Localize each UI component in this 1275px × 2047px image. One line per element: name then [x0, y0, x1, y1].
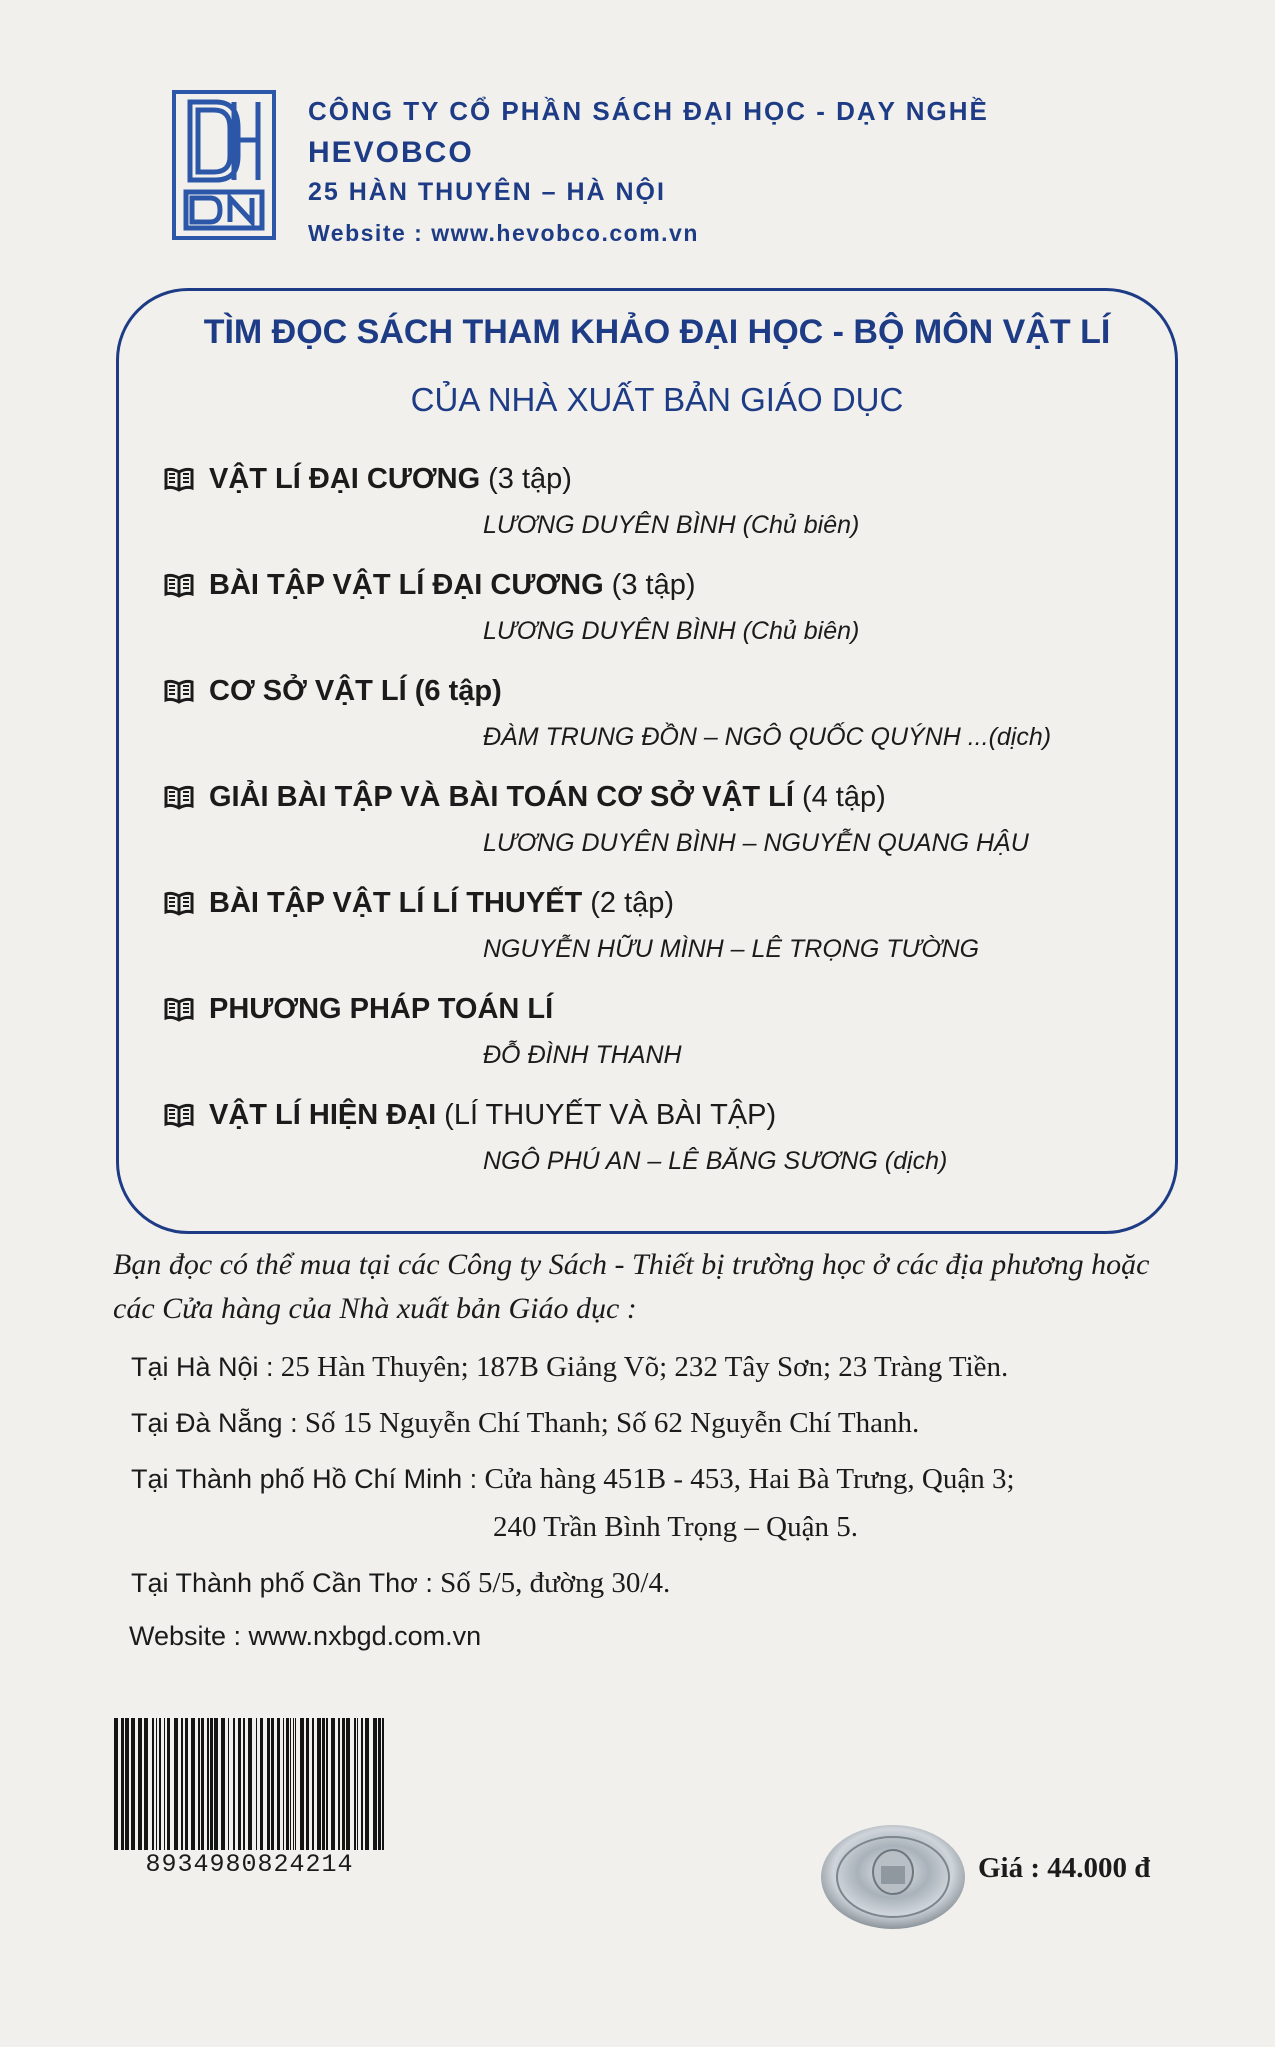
publisher-address: 25 HÀN THUYÊN – HÀ NỘI — [308, 178, 666, 206]
barcode-bar — [338, 1718, 340, 1858]
open-book-icon — [163, 784, 195, 810]
barcode-bar — [382, 1718, 384, 1858]
book-title: PHƯƠNG PHÁP TOÁN LÍ — [209, 993, 554, 1025]
barcode-bar — [283, 1718, 284, 1858]
book-volumes: (2 tập) — [590, 887, 675, 919]
book-volumes: (LÍ THUYẾT VÀ BÀI TẬP) — [444, 1099, 777, 1131]
barcode-bar — [159, 1718, 161, 1858]
store-hanoi — [131, 1347, 1193, 1387]
barcode-bar — [198, 1718, 200, 1858]
barcode-bar — [354, 1718, 356, 1858]
barcode-bar — [256, 1718, 257, 1858]
open-book-icon — [163, 572, 195, 598]
barcode-bar — [185, 1718, 188, 1858]
barcode-bar — [322, 1718, 325, 1858]
distribution-website: Website : www.nxbgd.com.vn — [129, 1621, 482, 1651]
publisher-info — [308, 96, 989, 260]
barcode-bar — [248, 1718, 252, 1858]
publisher-logo — [172, 90, 276, 240]
book-author: ĐÀM TRUNG ĐỒN – NGÔ QUỐC QUÝNH ...(dịch) — [483, 723, 1052, 751]
barcode-bar — [164, 1718, 165, 1858]
barcode-bar — [144, 1718, 148, 1858]
barcode-bar — [293, 1718, 294, 1858]
barcode-bar — [286, 1718, 289, 1858]
barcode-bar — [312, 1718, 314, 1858]
book-author: ĐỖ ĐÌNH THANH — [483, 1041, 682, 1069]
barcode-bar — [267, 1718, 270, 1858]
book-author: NGUYỄN HỮU MÌNH – LÊ TRỌNG TƯỜNG — [483, 935, 980, 963]
store-label: Tại Thành phố Cần Thơ : — [131, 1568, 433, 1598]
store-address: Số 15 Nguyễn Chí Thanh; Số 62 Nguyễn Chí Thanh. — [304, 1407, 920, 1439]
barcode-bar — [214, 1718, 218, 1858]
barcode-bar — [221, 1718, 225, 1858]
book-title: GIẢI BÀI TẬP VÀ BÀI TOÁN CƠ SỞ VẬT LÍ — [209, 781, 794, 813]
book-author: NGÔ PHÚ AN – LÊ BĂNG SƯƠNG (dịch) — [483, 1147, 948, 1175]
book-item — [163, 883, 1143, 989]
barcode-bar — [156, 1718, 157, 1858]
book-title: VẬT LÍ HIỆN ĐẠI — [209, 1099, 437, 1131]
publisher-website: Website : www.hevobco.com.vn — [308, 220, 699, 246]
barcode-bar — [290, 1718, 291, 1858]
barcode-bar — [152, 1718, 154, 1858]
barcode-bar — [207, 1718, 209, 1858]
open-book-icon — [163, 1102, 195, 1128]
barcode-bar — [373, 1718, 377, 1858]
barcode-bar — [191, 1718, 195, 1858]
barcode-bar — [306, 1718, 309, 1858]
store-address: Cửa hàng 451B - 453, Hai Bà Trưng, Quận 3; — [484, 1463, 1015, 1495]
barcode-bar — [201, 1718, 204, 1858]
store-address: Số 5/5, đường 30/4. — [440, 1567, 671, 1599]
open-book-icon — [163, 678, 195, 704]
store-cantho — [131, 1563, 1193, 1603]
booklist-title: TÌM ĐỌC SÁCH THAM KHẢO ĐẠI HỌC - BỘ MÔN VẬT LÍ — [203, 313, 1111, 351]
barcode-number: 8934980824214 — [112, 1850, 387, 1880]
barcode-bar — [300, 1718, 304, 1858]
open-book-icon — [163, 890, 195, 916]
book-author: LƯƠNG DUYÊN BÌNH – NGUYỄN QUANG HẬU — [483, 829, 1029, 857]
barcode-bar — [361, 1718, 363, 1858]
barcode-bars — [112, 1718, 387, 1858]
store-address: 25 Hàn Thuyên; 187B Giảng Võ; 232 Tây Sơn; 23 Tràng Tiền. — [280, 1351, 1009, 1383]
booklist-box — [116, 288, 1178, 1234]
store-label: Tại Đà Nẵng : — [131, 1408, 298, 1438]
barcode-bar — [331, 1718, 335, 1858]
barcode-bar — [131, 1718, 135, 1858]
barcode-bar — [181, 1718, 183, 1858]
barcode-bar — [357, 1718, 358, 1858]
barcode-bar — [121, 1718, 124, 1858]
barcode-bar — [238, 1718, 241, 1858]
book-item — [163, 671, 1143, 777]
book-item — [163, 459, 1143, 565]
barcode-bar — [342, 1718, 345, 1858]
book-item — [163, 777, 1143, 883]
hologram-seal-icon — [818, 1822, 968, 1932]
barcode-bar — [326, 1718, 328, 1858]
barcode-bar — [228, 1718, 229, 1858]
book-title: CƠ SỞ VẬT LÍ (6 tập) — [209, 675, 502, 707]
book-title: BÀI TẬP VẬT LÍ LÍ THUYẾT — [209, 887, 583, 919]
barcode-bar — [210, 1718, 213, 1858]
booklist-subtitle: CỦA NHÀ XUẤT BẢN GIÁO DỤC — [410, 381, 904, 418]
book-item — [163, 989, 1143, 1095]
barcode-bar — [233, 1718, 235, 1858]
brand-name: HEVOBCO — [308, 136, 474, 169]
distribution-intro: Bạn đọc có thể mua tại các Công ty Sách - Thiết bị trường học ở các địa phương hoặc các Cửa hàng của Nhà xuất bản Giáo dục : — [113, 1248, 1150, 1325]
barcode-bar — [365, 1718, 369, 1858]
book-item — [163, 565, 1143, 671]
barcode-bar — [378, 1718, 381, 1858]
barcode-bar — [317, 1718, 321, 1858]
barcode-bar — [260, 1718, 263, 1858]
barcode-bar — [167, 1718, 170, 1858]
barcode-bar — [125, 1718, 129, 1858]
company-name: CÔNG TY CỔ PHẦN SÁCH ĐẠI HỌC - DẠY NGHỀ — [308, 96, 989, 126]
book-item — [163, 1095, 1143, 1201]
store-label: Tại Thành phố Hồ Chí Minh : — [131, 1464, 478, 1494]
book-volumes: (3 tập) — [488, 463, 572, 495]
price-label: Giá : 44.000 đ — [978, 1852, 1151, 1884]
barcode-bar — [346, 1718, 350, 1858]
store-label: Tại Hà Nội : — [131, 1352, 274, 1382]
barcode-bar — [243, 1718, 245, 1858]
book-volumes: (3 tập) — [611, 569, 696, 601]
book-title: BÀI TẬP VẬT LÍ ĐẠI CƯƠNG — [209, 569, 604, 601]
store-hcm — [131, 1459, 1193, 1499]
barcode-bar — [295, 1718, 296, 1858]
barcode — [112, 1718, 387, 1878]
open-book-icon — [163, 996, 195, 1022]
book-author: LƯƠNG DUYÊN BÌNH (Chủ biên) — [483, 511, 860, 539]
store-hcm-continued: 240 Trần Bình Trọng – Quận 5. — [493, 1511, 858, 1543]
barcode-bar — [114, 1718, 118, 1858]
book-list — [163, 459, 1143, 1201]
barcode-bar — [138, 1718, 142, 1858]
barcode-bar — [277, 1718, 280, 1858]
open-book-icon — [163, 466, 195, 492]
store-danang — [131, 1403, 1193, 1443]
book-author: LƯƠNG DUYÊN BÌNH (Chủ biên) — [483, 617, 860, 645]
distribution-info — [113, 1243, 1193, 1652]
barcode-bar — [174, 1718, 178, 1858]
book-title: VẬT LÍ ĐẠI CƯƠNG — [209, 463, 481, 495]
book-volumes: (4 tập) — [801, 781, 886, 813]
barcode-bar — [271, 1718, 274, 1858]
